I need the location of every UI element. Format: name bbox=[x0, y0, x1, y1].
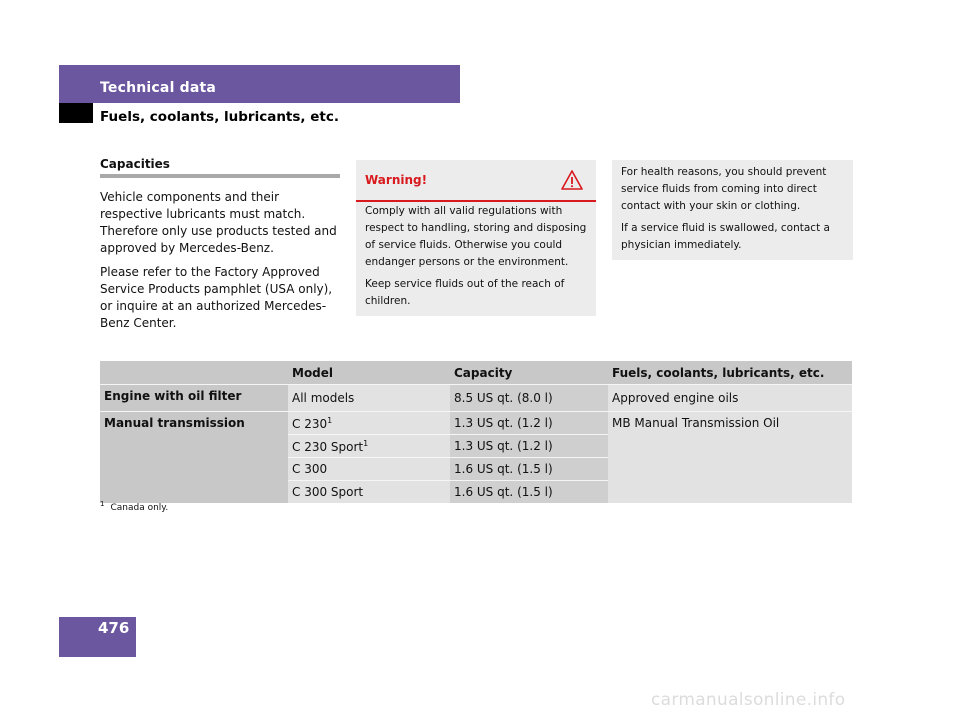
table-header-cell: Capacity bbox=[450, 361, 608, 385]
capacities-paragraph: Vehicle components and their respective lubricants must match. Therefore only use products tested and approved by Mercedes-Benz. bbox=[100, 190, 337, 255]
model-cell: All models bbox=[288, 385, 450, 412]
capacity-cell: 1.3 US qt. (1.2 l) bbox=[450, 412, 608, 435]
model-cell: C 230 Sport$^1$ bbox=[288, 435, 450, 458]
capacities-table bbox=[100, 361, 852, 503]
health-note-text: If a service fluid is swallowed, contact a physician immediately. bbox=[621, 222, 830, 251]
header-marker bbox=[59, 103, 93, 123]
model-cell: C 300 Sport bbox=[288, 481, 450, 504]
model-cell: C $230^1$ bbox=[288, 412, 450, 435]
footnote-text: Canada only. bbox=[110, 503, 169, 513]
warning-header bbox=[356, 160, 596, 202]
section-title: Technical data bbox=[100, 80, 217, 96]
capacities-paragraph: Please refer to the Factory Approved Service Products pamphlet (USA only), or inquire at an authorized Mercedes-Benz Center. bbox=[100, 265, 333, 330]
heading-rule bbox=[100, 174, 340, 178]
capacity-cell: 1.3 US qt. (1.2 l) bbox=[450, 435, 608, 458]
page-number: 476 bbox=[98, 619, 130, 637]
table-header-row bbox=[100, 361, 852, 385]
health-note-text: For health reasons, you should prevent service fluids from coming into direct contact with your skin or clothing. bbox=[621, 166, 827, 212]
page-subtitle: Fuels, coolants, lubricants, etc. bbox=[100, 109, 339, 125]
warning-label: Warning! bbox=[365, 173, 428, 187]
model-cell: C 300 bbox=[288, 458, 450, 481]
table-row bbox=[100, 385, 852, 412]
capacity-cell: 8.5 US qt. (8.0 l) bbox=[450, 385, 608, 412]
row-label: Manual transmission bbox=[100, 412, 288, 504]
capacities-heading: Capacities bbox=[100, 157, 170, 171]
row-label: Engine with oil filter bbox=[100, 385, 288, 412]
table-header-cell: Fuels, coolants, lubricants, etc. bbox=[608, 361, 852, 385]
footnote-mark: 1 bbox=[100, 500, 105, 508]
table-header-cell: Model bbox=[288, 361, 450, 385]
footnote bbox=[100, 500, 168, 513]
fluid-cell: Approved engine oils bbox=[608, 385, 852, 412]
table-row bbox=[100, 412, 852, 435]
warning-triangle-icon bbox=[561, 169, 583, 191]
capacity-cell: 1.6 US qt. (1.5 l) bbox=[450, 481, 608, 504]
fluid-cell: MB Manual Transmission Oil bbox=[608, 412, 852, 504]
watermark: carmanualsonline.info bbox=[651, 690, 846, 710]
warning-text: Keep service fluids out of the reach of children. bbox=[365, 278, 565, 307]
table-header-cell bbox=[100, 361, 288, 385]
capacity-cell: 1.6 US qt. (1.5 l) bbox=[450, 458, 608, 481]
warning-text: Comply with all valid regulations with respect to handling, storing and disposing of service fluids. Otherwise you could endanger persons or the environment. bbox=[365, 205, 587, 268]
